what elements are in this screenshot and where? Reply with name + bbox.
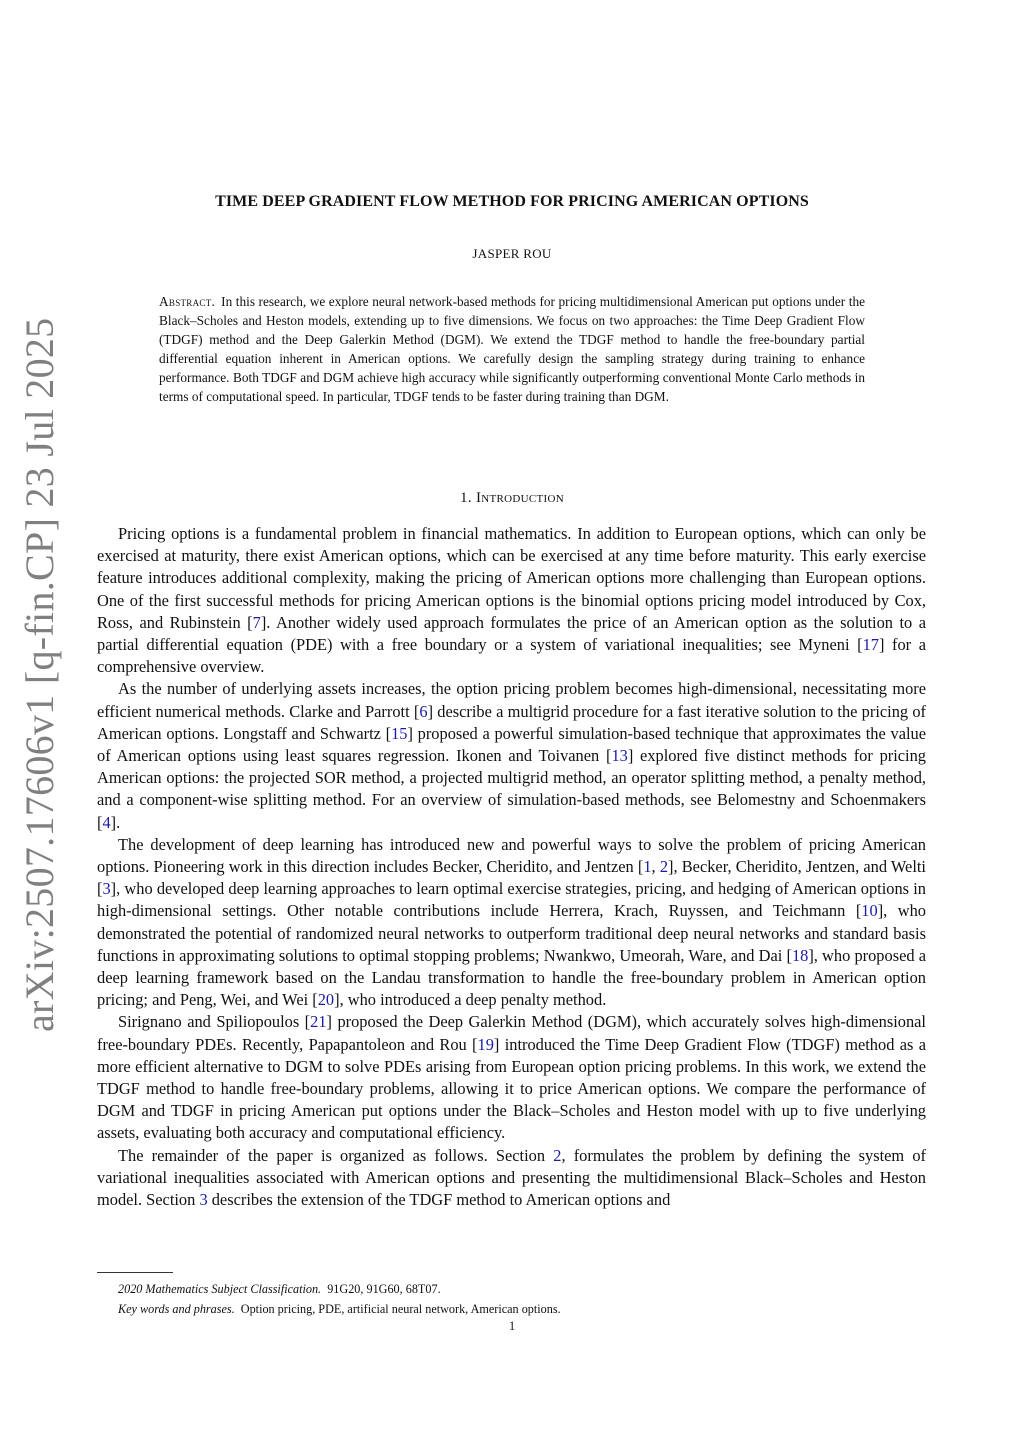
text-run: ] for a comprehensive overview. xyxy=(97,635,926,677)
abstract-label: Abstract. xyxy=(159,294,216,309)
footnotes xyxy=(118,1279,918,1319)
text-run: ] explored five distinct methods for pricing American options: the projected SOR method, a projected multigrid method, an operator splitting method, a penalty method, and a component-wise splitting method. For an overview of simulation-based methods, see Belomestny and Schoenmakers [ xyxy=(97,746,926,832)
footnote-keywords xyxy=(118,1299,918,1319)
text-run: ] proposed a powerful simulation-based technique that approximates the value of American options using least squares regression. Ikonen and Toivanen [ xyxy=(97,723,926,766)
citation-link[interactable]: 21 xyxy=(310,1012,327,1032)
msc-label: 2020 Mathematics Subject Classification. xyxy=(118,1282,322,1296)
text-run: ] introduced the Time Deep Gradient Flow (TDGF) method as a more efficient alternative to DGM to solve PDEs arising from European option pricing problems. In this work, we extend the TDGF method to handle free-boundary problems, allowing it to price American options. We compare the performance of DGM and TDGF in pricing American put options under the Black–Scholes and Heston model with up to five underlying assets, evaluating both accuracy and computational efficiency. xyxy=(97,1034,926,1143)
citation-link[interactable]: 17 xyxy=(862,635,879,655)
footnote-msc xyxy=(118,1279,918,1299)
citation-link[interactable]: 15 xyxy=(391,723,408,743)
paper-author: JASPER ROU xyxy=(472,246,552,261)
section-number: 1. xyxy=(460,490,472,506)
footnote-divider xyxy=(97,1272,173,1273)
paragraph-4 xyxy=(97,1011,926,1144)
text-run: ], Becker, Cheridito, Jentzen, and Welti [ xyxy=(97,857,926,899)
section-title: Introduction xyxy=(475,490,564,506)
paragraph-3 xyxy=(97,834,926,1012)
citation-link[interactable]: 10 xyxy=(861,901,878,921)
text-run: As the number of underlying assets increases, the option pricing problem becomes high-dimensional, necessitating more efficient numerical methods. Clarke and Parrott [ xyxy=(97,679,926,721)
citation-link[interactable]: 20 xyxy=(317,990,335,1010)
section-link[interactable]: 2 xyxy=(553,1145,562,1165)
text-run: ], who proposed a deep learning framework based on the Landau transformation to handle the free-boundary problem in American option pricing; and Peng, Wei, and Wei [ xyxy=(97,945,926,1010)
abstract-text: In this research, we explore neural network-based methods for pricing multidimensional American put options under the Black–Scholes and Heston models, extending up to five dimensions. We focus on two approaches: the Time Deep Gradient Flow (TDGF) method and the Deep Galerkin Method (DGM). We extend the TDGF method to handle the free-boundary partial differential equation inherent in American options. We carefully design the sampling strategy during training to enhance performance. Both TDGF and DGM achieve high accuracy while significantly outperforming conventional Monte Carlo methods in terms of computational speed. In particular, TDGF tends to be faster during training than DGM. xyxy=(159,294,865,404)
citation-link[interactable]: 1 xyxy=(643,857,652,877)
text-run: ], who introduced a deep penalty method. xyxy=(334,990,607,1010)
introduction-body xyxy=(97,523,926,1211)
text-run: ]. Another widely used approach formulates the price of an American option as the solution to a partial differential equation (PDE) with a free boundary or a system of variational inequalities; see Myneni [ xyxy=(97,612,927,655)
text-run: ], who developed deep learning approaches to learn optimal exercise strategies, pricing, and hedging of American options in high-dimensional settings. Other notable contributions include Herrera, Krach, Ruyssen, and Teichmann [ xyxy=(97,879,926,921)
text-run: ]. xyxy=(110,812,121,832)
keywords-label: Key words and phrases. xyxy=(118,1302,235,1316)
paragraph-5 xyxy=(97,1145,926,1212)
text-run: ] proposed the Deep Galerkin Method (DGM), which accurately solves high-dimensional free-boundary PDEs. Recently, Papapantoleon and Rou [ xyxy=(97,1012,926,1054)
text-run: ] describe a multigrid procedure for a fast iterative solution to the pricing of American options. Longstaff and Schwartz [ xyxy=(97,701,927,743)
citation-link[interactable]: 7 xyxy=(252,612,261,632)
text-run: Pricing options is a fundamental problem in financial mathematics. In addition to European options, which can only be exercised at maturity, there exist American options, which can be exercised at any time before maturity. This early exercise feature introduces additional complexity, making the pricing of American options more challenging than European options. One of the first successful methods for pricing American options is the binomial options pricing model introduced by Cox, Ross, and Rubinstein [ xyxy=(97,524,926,632)
citation-link[interactable]: 6 xyxy=(419,701,428,721)
arxiv-identifier-stamp: arXiv:2507.17606v1 [q-fin.CP] 23 Jul 2025 xyxy=(17,317,62,1032)
text-run: The development of deep learning has introduced new and powerful ways to solve the problem of pricing American options. Pioneering work in this direction includes Becker, Cheridito, and Jentzen [ xyxy=(97,834,926,877)
citation-link[interactable]: 2 xyxy=(659,857,669,877)
keywords-value: Option pricing, PDE, artificial neural network, American options. xyxy=(240,1302,561,1316)
citation-link[interactable]: 18 xyxy=(791,945,809,965)
text-run: The remainder of the paper is organized as follows. Section xyxy=(118,1145,554,1165)
citation-link[interactable]: 19 xyxy=(477,1034,494,1054)
page-number: 1 xyxy=(508,1319,516,1333)
text-run: , formulates the problem by defining the system of variational inequalities associated with American options and presenting the multidimensional Black–Scholes and Heston model. Section xyxy=(97,1145,927,1210)
section-link[interactable]: 3 xyxy=(199,1190,208,1210)
paragraph-2 xyxy=(97,678,926,833)
text-run: describes the extension of the TDGF method to American options and xyxy=(207,1190,671,1210)
citation-link[interactable]: 13 xyxy=(611,746,628,766)
paper-title: TIME DEEP GRADIENT FLOW METHOD FOR PRICING AMERICAN OPTIONS xyxy=(215,193,809,210)
msc-value: 91G20, 91G60, 68T07. xyxy=(327,1282,441,1296)
text-run: , xyxy=(651,857,660,877)
citation-link[interactable]: 4 xyxy=(102,812,111,832)
citation-link[interactable]: 3 xyxy=(102,879,111,899)
paragraph-1 xyxy=(97,523,926,678)
text-run: ], who demonstrated the potential of randomized neural networks to outperform traditional deep neural networks and standard basis functions in approximating solutions to optimal stopping problems; Nwankwo, Umeorah, Ware, and Dai [ xyxy=(97,901,926,965)
section-heading-introduction xyxy=(96,490,928,507)
abstract xyxy=(159,292,865,406)
text-run: Sirignano and Spiliopoulos [ xyxy=(118,1012,311,1032)
